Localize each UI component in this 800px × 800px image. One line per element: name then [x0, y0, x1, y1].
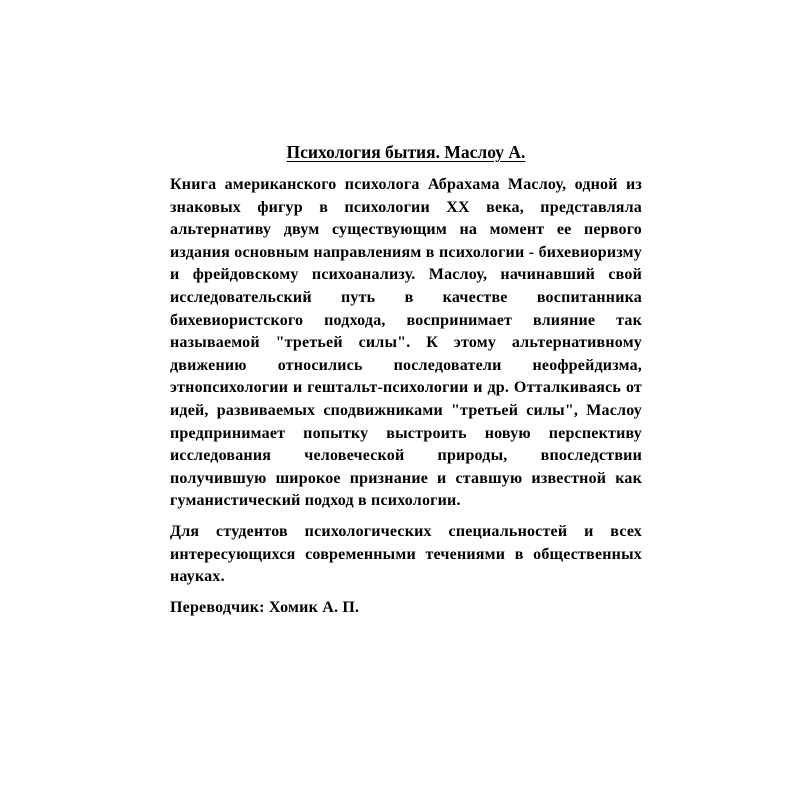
audience-paragraph: Для студентов психологических специальностей и всех интересующихся современными течениями в общественных науках. [170, 522, 642, 586]
description-paragraph: Книга американского психолога Абрахама Маслоу, одной из знаковых фигур в психологии XX века, представляла альтернативу двум существующим на момент ее первого издания основным направлениям в психологии - бихевиоризму и фрейдовскому психоанализу. Маслоу, начинавший свой исследовательский путь в качестве воспитанника бихевиористского подхода, воспринимает влияние так называемой "третьей силы". К этому альтернативному движению относились последователи неофрейдизма, этнопсихологии и гештальт-психологии и др. Отталкиваясь от идей, развиваемых сподвижниками "третьей силы", Маслоу предпринимает попытку выстроить новую перспективу исследования человеческой природы, впоследствии получившую широкое признание и ставшую известной как гуманистический подход в психологии. [170, 176, 642, 510]
document-title: Психология бытия. Маслоу А. [286, 142, 526, 162]
document-page [170, 140, 642, 619]
translator-paragraph: Переводчик: Хомик А. П. [170, 598, 360, 616]
